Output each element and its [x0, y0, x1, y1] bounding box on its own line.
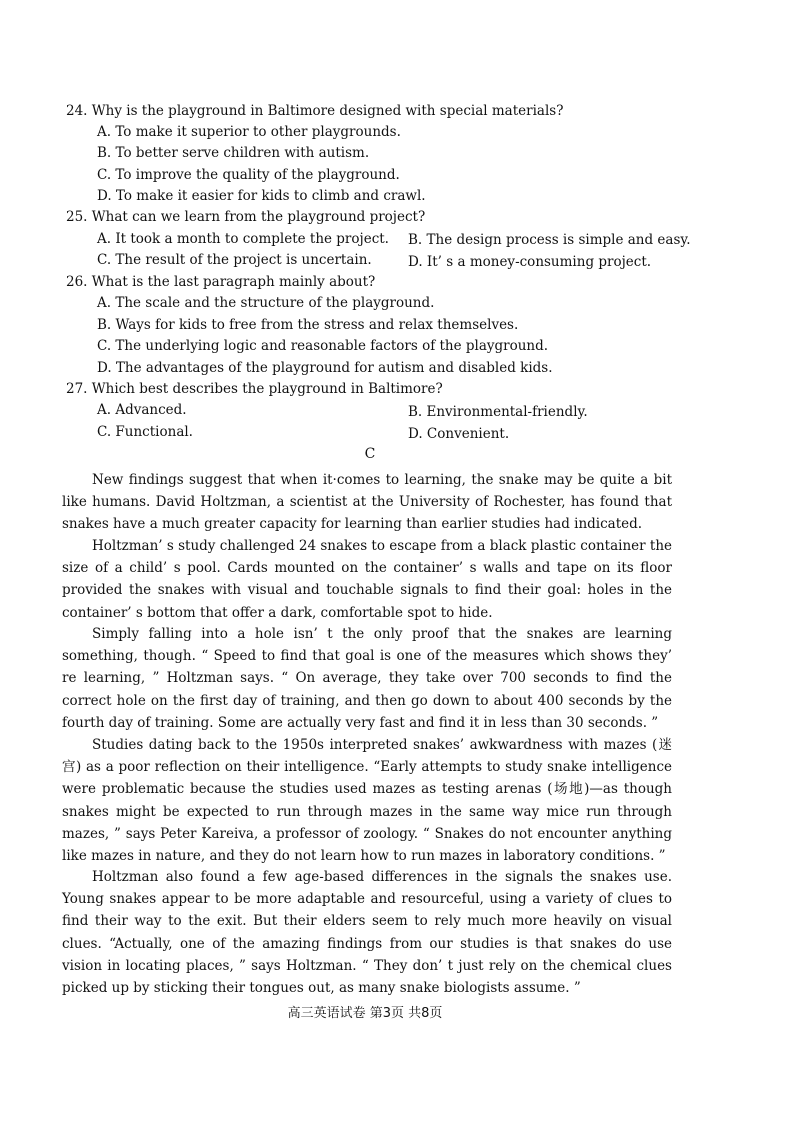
question-24-option-d: D. To make it easier for kids to climb and crawl. [97, 188, 426, 204]
question-26-option-a: A. The scale and the structure of the playground. [97, 295, 435, 311]
question-26-stem: 26. What is the last paragraph mainly about? [66, 274, 376, 290]
question-27-option-b: B. Environmental-friendly. [408, 404, 588, 420]
passage-paragraph-1: New findings suggest that when it·comes to learning, the snake may be quite a bit like humans. David Holtzman, a scientist at the University of Rochester, has found that snakes have a much greater capacity for learning than earlier studies had indicated. [62, 472, 672, 533]
question-25-option-b: B. The design process is simple and easy. [408, 232, 691, 248]
question-25-option-d: D. It’ s a money-consuming project. [408, 254, 652, 270]
question-24-option-c: C. To improve the quality of the playground. [97, 167, 400, 183]
passage-paragraph-3: Simply falling into a hole isn’ t the only proof that the snakes are learning something, though. “ Speed to find that goal is one of the measures which shows they’ re learning, ” Holtzman says. “ On average, they take over 700 seconds to find the correct hole on the first day of training, and then go down to about 400 seconds by the fourth day of training. Some are actually very fast and find it in less than 30 seconds. ” [62, 626, 672, 731]
question-26-option-c: C. The underlying logic and reasonable factors of the playground. [97, 338, 549, 354]
question-27-option-c: C. Functional. [97, 424, 193, 440]
question-25-option-a: A. It took a month to complete the project. [97, 231, 389, 247]
question-26-option-b: B. Ways for kids to free from the stress and relax themselves. [97, 317, 519, 333]
question-27-option-d: D. Convenient. [408, 426, 510, 442]
question-24-option-a: A. To make it superior to other playgrounds. [97, 124, 401, 140]
passage-paragraph-4: Studies dating back to the 1950s interpreted snakes’ awkwardness with mazes (迷宫) as a poor reflection on their intelligence. “Early attempts to study snake intelligence were problematic because the studies used mazes as testing arenas (场地)—as though snakes might be expected to run through mazes in the same way mice run through mazes, ” says Peter Kareiva, a professor of zoology. “ Snakes do not encounter anything like mazes in nature, and they do not learn how to run mazes in laboratory conditions. ” [62, 737, 672, 865]
passage-paragraph-5: Holtzman also found a few age-based differences in the signals the snakes use. Young snakes appear to be more adaptable and resourceful, using a variety of clues to find their way to the exit. But their elders seem to rely much more heavily on visual clues. “Actually, one of the amazing findings from our studies is that snakes do use vision in locating places, ” says Holtzman. “ They don’ t just rely on the chemical clues picked up by sticking their tongues out, as many snake biologists assume. ” [62, 869, 672, 997]
question-24-option-b: B. To better serve children with autism. [97, 145, 370, 161]
question-25-option-c: C. The result of the project is uncertain. [97, 252, 372, 268]
question-24-stem: 24. Why is the playground in Baltimore designed with special materials? [66, 103, 564, 119]
question-26-option-d: D. The advantages of the playground for autism and disabled kids. [97, 360, 553, 376]
question-27-stem: 27. Which best describes the playground in Baltimore? [66, 381, 443, 397]
page-footer: 高三英语试卷 第3页 共8页 [287, 1006, 443, 1021]
passage-paragraph-2: Holtzman’ s study challenged 24 snakes to escape from a black plastic container the size of a child’ s pool. Cards mounted on the container’ s walls and tape on its floor provided the snakes with visual and touchable signals to find their goal: holes in the container’ s bottom that offer a dark, comfortable spot to hide. [62, 538, 673, 621]
question-27-option-a: A. Advanced. [97, 402, 187, 418]
question-25-stem: 25. What can we learn from the playground project? [66, 209, 426, 225]
section-label: C [364, 446, 376, 462]
